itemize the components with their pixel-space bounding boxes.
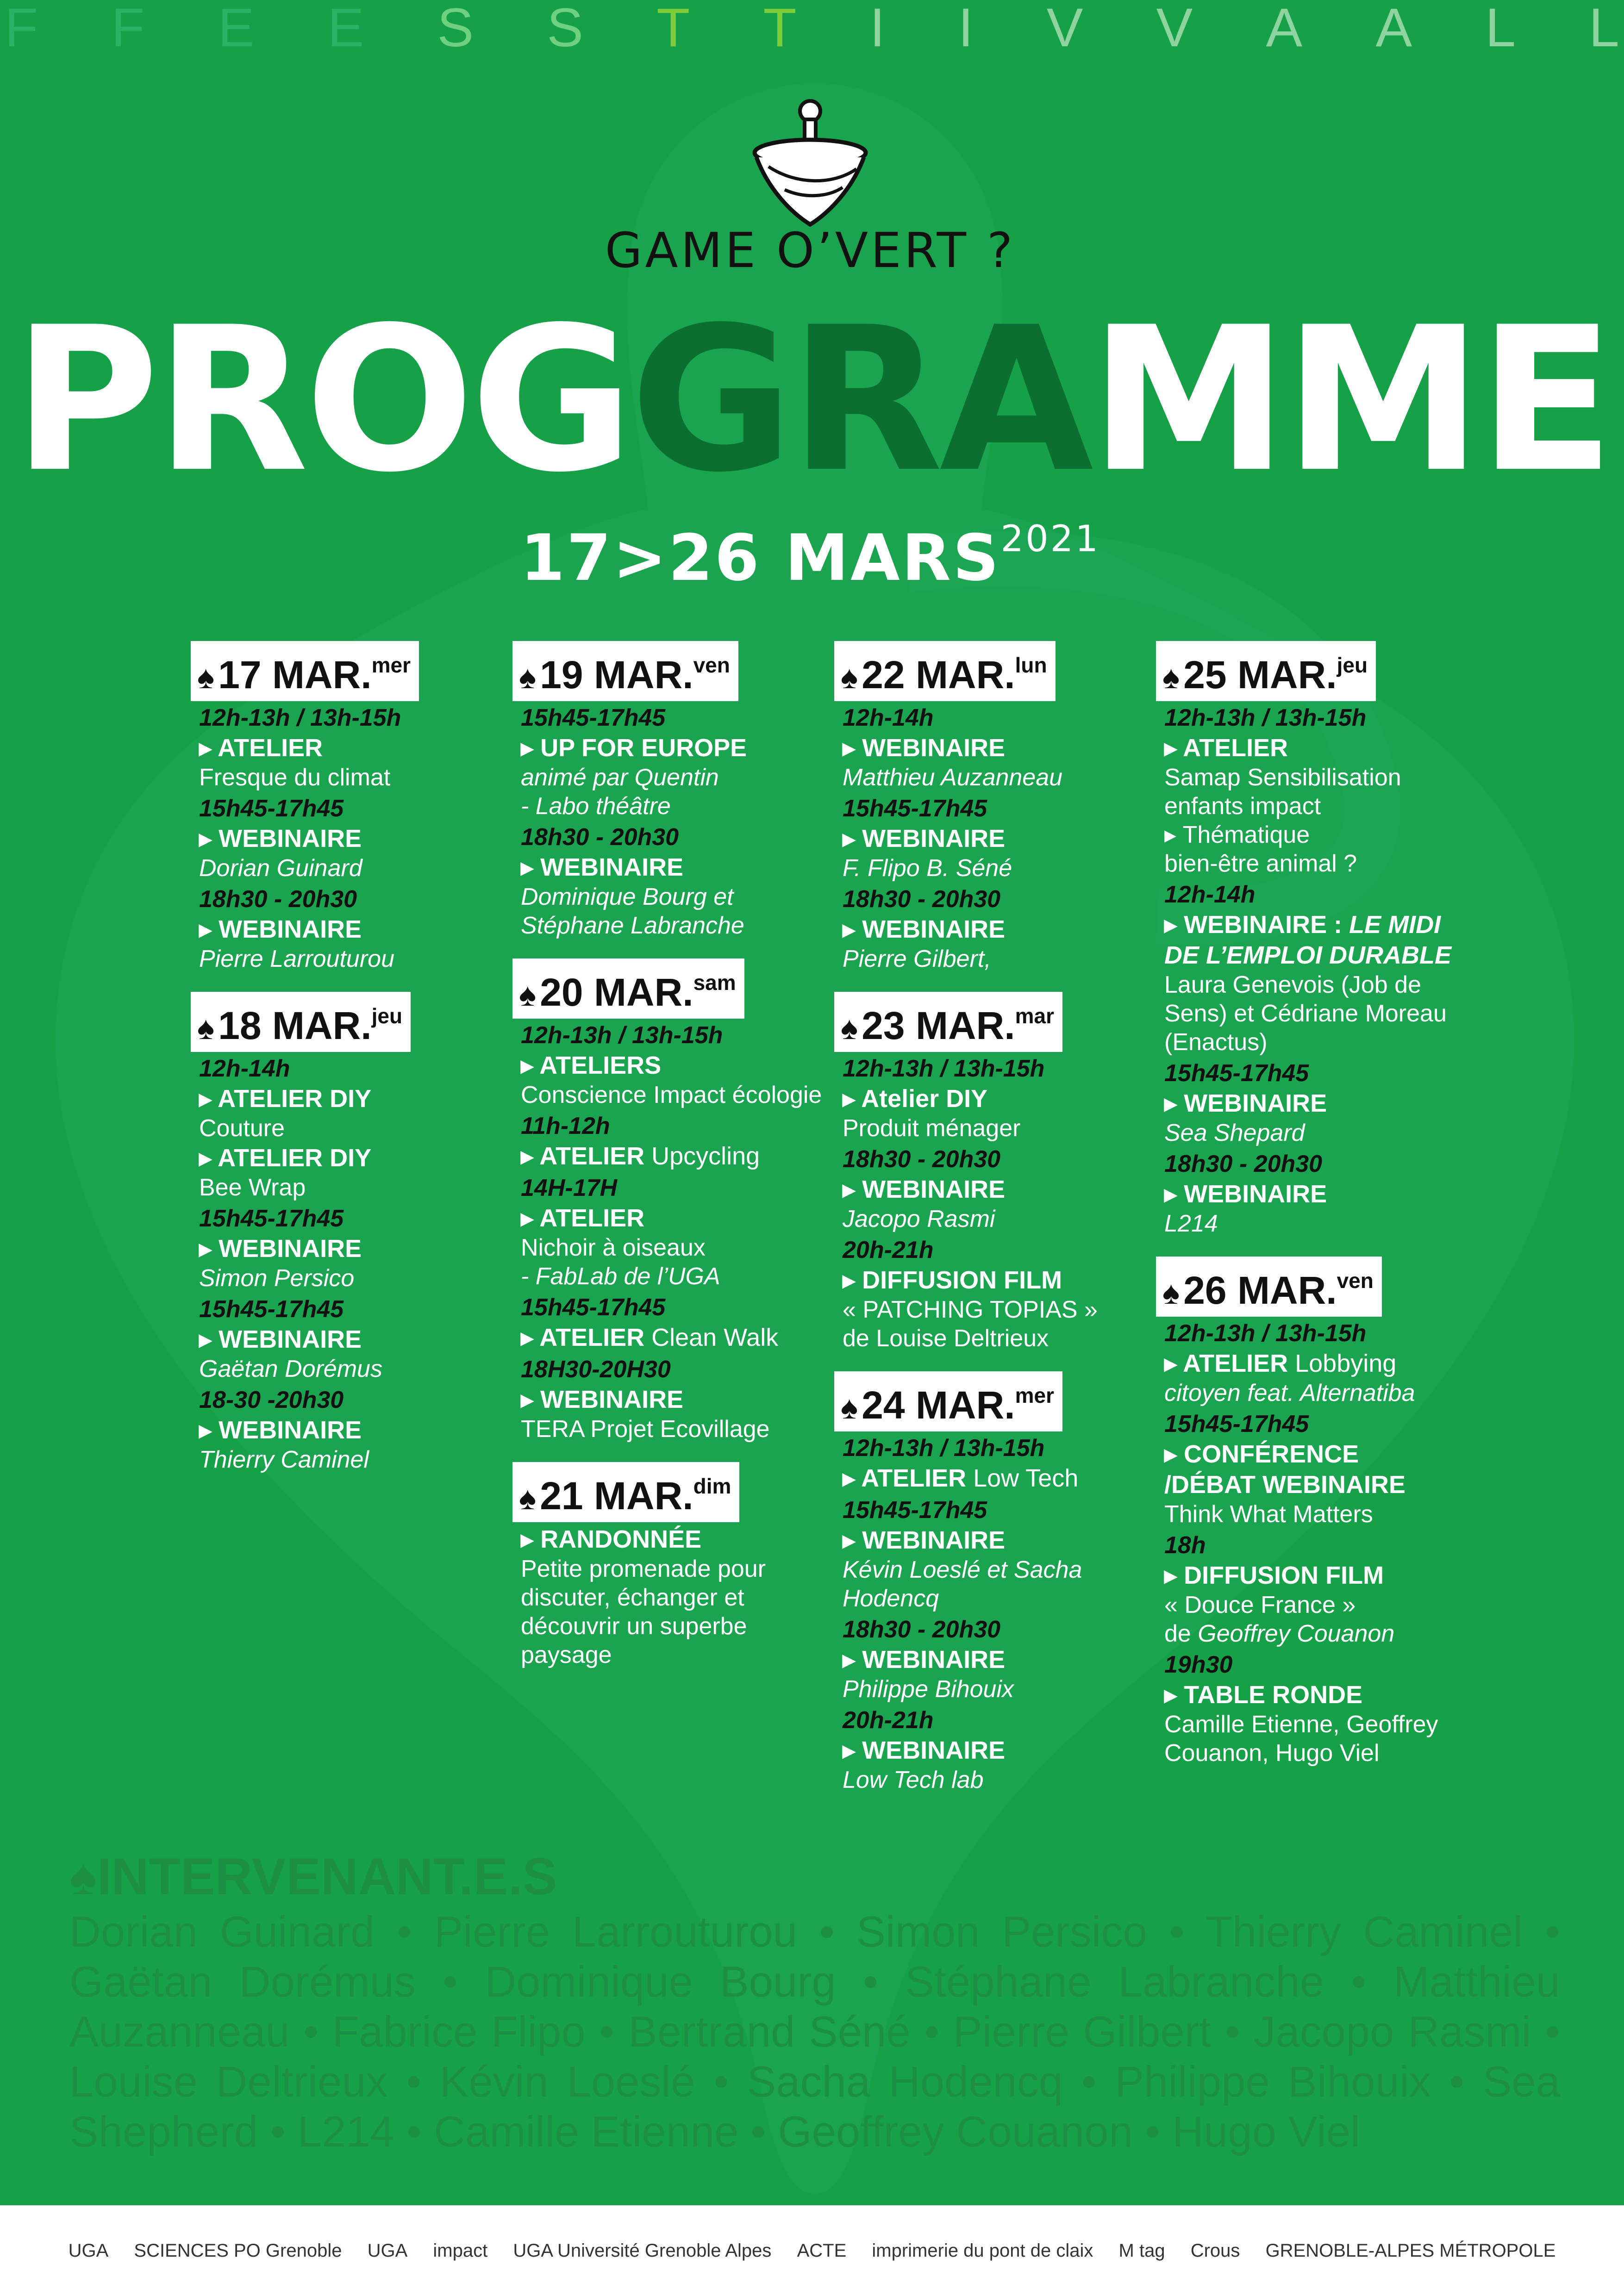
festival-letter: T xyxy=(656,0,690,56)
event-desc: Fresque du climat xyxy=(199,764,391,791)
title-part-2: GRA xyxy=(630,285,1090,516)
event xyxy=(843,884,1157,973)
event-kind: ▸ WEBINAIRE xyxy=(843,1176,1006,1203)
spade-icon: ♠ xyxy=(197,659,215,695)
event-kind: ▸ Atelier DIY xyxy=(843,1085,988,1113)
festival-letter: S xyxy=(437,0,474,56)
event-time: 14H-17H xyxy=(521,1175,618,1201)
event xyxy=(1164,880,1516,1057)
event-time: 12h-14h xyxy=(199,1055,290,1082)
event xyxy=(1164,1149,1516,1238)
event xyxy=(1164,1058,1516,1147)
title-part-1: PROG xyxy=(13,285,631,516)
festival-letter: A xyxy=(1266,0,1303,56)
event xyxy=(199,1054,514,1202)
speakers-title-text: INTERVENANT.E.S xyxy=(97,1848,557,1905)
title-part-3: MME xyxy=(1090,285,1611,516)
event xyxy=(199,884,514,973)
event-time: 19h30 xyxy=(1164,1651,1233,1678)
festival-letter: F xyxy=(5,0,38,56)
day-weekday: jeu xyxy=(1337,653,1368,677)
event-desc: Camille Etienne, Geoffrey Couanon, Hugo Viel xyxy=(1164,1711,1438,1767)
spade-icon: ♠ xyxy=(69,1848,97,1905)
event xyxy=(843,1145,1157,1233)
event xyxy=(843,703,1157,792)
event-time: 20h-21h xyxy=(843,1237,934,1263)
festival-letter: I xyxy=(869,0,885,56)
event-time: 15h45-17h45 xyxy=(843,1497,987,1524)
event-kind: ▸ CONFÉRENCE /DÉBAT WEBINAIRE xyxy=(1164,1440,1405,1499)
sponsor-footer xyxy=(0,2205,1624,2296)
event-time: 12h-13h / 13h-15h xyxy=(843,1055,1045,1082)
event xyxy=(521,1111,836,1171)
day-label: 19 MAR. xyxy=(540,653,693,697)
speakers-list: Dorian Guinard • Pierre Larrouturou • Simon Persico • Thierry Caminel • Gaëtan Dorémus • Dominique Bourg • Stéphane Labranche • Matthieu Auzanneau • Fabrice Flipo • Bertrand Séné • Pierre Gilbert • Jacopo Rasmi • Louise Deltrieux • Kévin Loeslé • Sacha Hodencq • Philippe Bihouix • Sea Shepherd • L214 • Camille Etienne • Geoffrey Couanon • Hugo Viel xyxy=(69,1907,1560,2156)
event-desc: « PATCHING TOPIAS » de Louise Deltrieux xyxy=(843,1296,1098,1352)
spade-icon: ♠ xyxy=(519,977,537,1013)
event-kind: ▸ WEBINAIRE xyxy=(521,1386,684,1413)
event-desc: Low Tech lab xyxy=(843,1767,984,1793)
page-title xyxy=(0,285,1624,516)
event-desc: ▸ Thématique bien-être animal ? xyxy=(1164,821,1357,877)
event-time: 12h-13h / 13h-15h xyxy=(199,704,401,731)
event-time: 18h30 - 20h30 xyxy=(843,886,1001,913)
event-desc: Philippe Bihouix xyxy=(843,1676,1014,1703)
event-kind: ▸ ATELIER Low Tech xyxy=(843,1464,1079,1492)
spade-icon: ♠ xyxy=(1162,1275,1180,1311)
event-time: 15h45-17h45 xyxy=(199,1205,344,1232)
event-desc: Laura Genevois (Job de Sens) et Cédriane Moreau (Enactus) xyxy=(1164,971,1447,1056)
event xyxy=(521,1020,836,1109)
event-kind: ▸ WEBINAIRE xyxy=(199,1235,362,1263)
festival-letter: E xyxy=(218,0,255,56)
day-label: 25 MAR. xyxy=(1183,653,1337,697)
event-time: 18h30 - 20h30 xyxy=(521,824,679,851)
event-time: 15h45-17h45 xyxy=(521,1294,666,1321)
event-kind: ▸ WEBINAIRE xyxy=(843,1736,1006,1764)
event-kind: ▸ WEBINAIRE xyxy=(843,825,1006,852)
event-desc: Pierre Larrouturou xyxy=(199,946,394,972)
day-label: 17 MAR. xyxy=(218,653,372,697)
event xyxy=(1164,1409,1516,1529)
event xyxy=(199,794,514,883)
event-kind: ▸ WEBINAIRE xyxy=(843,1646,1006,1674)
event-desc: Gaëtan Dorémus xyxy=(199,1356,382,1382)
event-kind: ▸ ATELIERS xyxy=(521,1052,662,1079)
event-desc: Nichoir à oiseaux xyxy=(521,1234,706,1261)
festival-letter: S xyxy=(547,0,583,56)
event-kind: ▸ WEBINAIRE xyxy=(1164,1180,1327,1208)
event-kind: ▸ WEBINAIRE xyxy=(521,853,684,881)
event-desc: Dominique Bourg et Stéphane Labranche xyxy=(521,884,744,939)
event-kind: ▸ WEBINAIRE xyxy=(843,734,1006,762)
day-weekday: ven xyxy=(1337,1269,1374,1293)
event-time: 15h45-17h45 xyxy=(843,795,987,822)
date-range-text: 17>26 MARS xyxy=(520,521,1001,595)
event-kind: ▸ ATELIER Lobbying xyxy=(1164,1350,1397,1377)
column-4 xyxy=(1164,641,1516,1767)
event-kind: ▸ ATELIER xyxy=(1164,734,1288,762)
event-time: 11h-12h xyxy=(521,1113,610,1139)
festival-letters-row xyxy=(0,0,1624,56)
event-kind: ▸ UP FOR EUROPE xyxy=(521,734,747,762)
festival-letter: A xyxy=(1375,0,1412,56)
sponsor-logo: imprimerie du pont de claix xyxy=(872,2240,1093,2261)
event-kind: ▸ ATELIER Clean Walk xyxy=(521,1324,779,1351)
day-weekday: dim xyxy=(693,1474,731,1498)
festival-letter: I xyxy=(958,0,974,56)
column-1 xyxy=(199,641,514,1474)
event-time: 18h xyxy=(1164,1532,1206,1559)
day-label: 22 MAR. xyxy=(862,653,1015,697)
event-kind: ▸ WEBINAIRE xyxy=(843,915,1006,943)
event xyxy=(1164,1319,1516,1407)
spade-icon: ♠ xyxy=(519,1480,537,1516)
event-kind: ▸ DIFFUSION FILM xyxy=(843,1266,1062,1294)
column-3 xyxy=(843,641,1157,1794)
event-time: 18H30-20H30 xyxy=(521,1356,671,1383)
event-desc: Simon Persico xyxy=(199,1265,355,1292)
event-desc: Conscience Impact écologie xyxy=(521,1082,822,1108)
event xyxy=(1164,703,1516,878)
event-time: 18-30 -20h30 xyxy=(199,1387,344,1413)
day-label: 20 MAR. xyxy=(540,971,693,1014)
spinning-top-logo xyxy=(741,93,880,227)
day-label: 24 MAR. xyxy=(862,1383,1015,1427)
event-desc: TERA Projet Ecovillage xyxy=(521,1416,770,1443)
event-desc: Think What Matters xyxy=(1164,1501,1373,1528)
day-weekday: mer xyxy=(371,653,411,677)
speakers-title xyxy=(69,1847,1560,1907)
event-desc: Couture xyxy=(199,1115,285,1142)
event xyxy=(199,1204,514,1293)
event-time: 20h-21h xyxy=(843,1707,934,1734)
day-header-19 xyxy=(512,641,738,701)
spade-icon: ♠ xyxy=(519,659,537,695)
festival-letter: F xyxy=(111,0,145,56)
festival-letter: L xyxy=(1589,0,1619,56)
event-desc: Samap Sensibilisation enfants impact xyxy=(1164,764,1401,820)
spade-icon: ♠ xyxy=(197,1010,215,1046)
event-time: 12h-14h xyxy=(1164,881,1255,908)
event-desc: Dorian Guinard xyxy=(199,855,362,882)
event-desc: Jacopo Rasmi xyxy=(843,1206,995,1232)
tagline: GAME O’VERT ? xyxy=(605,222,1016,279)
event xyxy=(521,703,836,821)
event xyxy=(843,1433,1157,1493)
event-desc: Petite promenade pour discuter, échanger et découvrir un superbe paysage xyxy=(521,1556,766,1668)
event-time: 15h45-17h45 xyxy=(199,795,344,822)
spade-icon: ♠ xyxy=(1162,659,1180,695)
event xyxy=(843,1054,1157,1143)
sponsor-logo: GRENOBLE-ALPES MÉTROPOLE xyxy=(1265,2240,1556,2261)
day-weekday: ven xyxy=(693,653,730,677)
event xyxy=(521,1173,836,1291)
event-kind: ▸ WEBINAIRE xyxy=(199,1416,362,1444)
event-kind: ▸ WEBINAIRE xyxy=(199,825,362,852)
sponsor-logo: UGA xyxy=(367,2240,408,2261)
event-desc: - FabLab de l’UGA xyxy=(521,1263,720,1290)
day-header-20 xyxy=(512,958,744,1019)
day-weekday: mer xyxy=(1015,1383,1054,1407)
event-desc: Kévin Loeslé et Sacha Hodencq xyxy=(843,1556,1082,1612)
event-time: 18h30 - 20h30 xyxy=(199,886,357,913)
event-kind: ▸ TABLE RONDE xyxy=(1164,1681,1363,1709)
event-kind: ▸ ATELIER DIY xyxy=(199,1085,372,1113)
day-weekday: sam xyxy=(693,971,736,995)
event-desc: Sea Shepard xyxy=(1164,1120,1305,1146)
spade-icon: ♠ xyxy=(841,1010,858,1046)
event xyxy=(843,1615,1157,1704)
day-header-21 xyxy=(512,1462,739,1522)
event xyxy=(521,1355,836,1444)
event-time: 18h30 - 20h30 xyxy=(843,1616,1001,1643)
day-header-24 xyxy=(834,1371,1062,1431)
event-time: 15h45-17h45 xyxy=(1164,1060,1309,1087)
sponsor-logo: Crous xyxy=(1190,2240,1240,2261)
date-range xyxy=(486,518,1134,595)
day-header-25 xyxy=(1156,641,1376,701)
event-time: 12h-13h / 13h-15h xyxy=(843,1435,1045,1462)
sponsor-logo: UGA Université Grenoble Alpes xyxy=(513,2240,772,2261)
event-desc: citoyen feat. Alternatiba xyxy=(1164,1380,1415,1406)
event xyxy=(843,1495,1157,1613)
event-desc: Pierre Gilbert, xyxy=(843,946,991,972)
festival-letter: E xyxy=(327,0,364,56)
spade-icon: ♠ xyxy=(841,1389,858,1425)
event-kind: ▸ WEBINAIRE xyxy=(199,1325,362,1353)
day-weekday: lun xyxy=(1015,653,1047,677)
day-header-26 xyxy=(1156,1257,1382,1317)
event xyxy=(521,1293,836,1353)
event-kind: ▸ ATELIER Upcycling xyxy=(521,1142,760,1170)
event-desc: Bee Wrap xyxy=(199,1174,306,1201)
day-weekday: mar xyxy=(1015,1004,1054,1028)
event-kind: ▸ WEBINAIRE : LE MIDI DE L’EMPLOI DURABLE xyxy=(1164,911,1451,969)
event xyxy=(199,703,514,792)
day-header-22 xyxy=(834,641,1056,701)
event xyxy=(521,822,836,940)
sponsor-logo: UGA xyxy=(68,2240,109,2261)
event xyxy=(843,1235,1157,1353)
event-time: 12h-13h / 13h-15h xyxy=(1164,1320,1367,1347)
day-label: 18 MAR. xyxy=(218,1004,372,1047)
festival-letter: L xyxy=(1485,0,1516,56)
event-time: 12h-13h / 13h-15h xyxy=(1164,704,1367,731)
event-desc: F. Flipo B. Séné xyxy=(843,855,1012,882)
speakers-section xyxy=(69,1847,1560,2157)
event-time: 15h45-17h45 xyxy=(521,704,666,731)
event-kind: ▸ ATELIER xyxy=(199,734,323,762)
event-kind: ▸ WEBINAIRE xyxy=(843,1526,1006,1554)
event-time: 15h45-17h45 xyxy=(199,1296,344,1323)
event xyxy=(1164,1650,1516,1767)
column-2 xyxy=(521,641,836,1669)
day-weekday: jeu xyxy=(371,1004,403,1028)
sponsor-logo: ACTE xyxy=(797,2240,847,2261)
event xyxy=(843,1705,1157,1794)
day-label: 26 MAR. xyxy=(1183,1269,1337,1312)
day-header-23 xyxy=(834,992,1062,1052)
festival-letter: V xyxy=(1046,0,1083,56)
event-time: 15h45-17h45 xyxy=(1164,1411,1309,1437)
event-time: 12h-13h / 13h-15h xyxy=(521,1022,723,1049)
event-desc: Matthieu Auzanneau xyxy=(843,764,1063,791)
event xyxy=(199,1294,514,1383)
event-time: 18h30 - 20h30 xyxy=(843,1146,1001,1173)
event xyxy=(1164,1531,1516,1648)
event-kind: ▸ WEBINAIRE xyxy=(1164,1089,1327,1117)
event-kind: ▸ DIFFUSION FILM xyxy=(1164,1562,1384,1589)
day-header-17 xyxy=(191,641,419,701)
event-kind: ▸ ATELIER DIY xyxy=(199,1144,372,1172)
event-kind: ▸ WEBINAIRE xyxy=(199,915,362,943)
event-time: 18h30 - 20h30 xyxy=(1164,1151,1323,1177)
event-kind: ▸ RANDONNÉE xyxy=(521,1525,702,1553)
sponsor-logo: SCIENCES PO Grenoble xyxy=(134,2240,342,2261)
event xyxy=(521,1524,836,1669)
day-label: 21 MAR. xyxy=(540,1474,693,1518)
event-kind: ▸ ATELIER xyxy=(521,1204,645,1232)
sponsor-logo: impact xyxy=(433,2240,488,2261)
event-desc: « Douce France » de Geoffrey Couanon xyxy=(1164,1592,1395,1647)
day-label: 23 MAR. xyxy=(862,1004,1015,1047)
festival-letter: V xyxy=(1156,0,1193,56)
year: 2021 xyxy=(1000,518,1100,560)
spade-icon: ♠ xyxy=(841,659,858,695)
event-desc: L214 xyxy=(1164,1210,1218,1237)
event xyxy=(199,1385,514,1474)
event-time: 12h-14h xyxy=(843,704,934,731)
event-desc: animé par Quentin - Labo théâtre xyxy=(521,764,719,820)
event-desc: Produit ménager xyxy=(843,1115,1021,1142)
event-desc: Thierry Caminel xyxy=(199,1446,369,1473)
day-header-18 xyxy=(191,992,411,1052)
festival-letter: T xyxy=(763,0,797,56)
sponsor-logo: M tag xyxy=(1118,2240,1165,2261)
event xyxy=(843,794,1157,883)
